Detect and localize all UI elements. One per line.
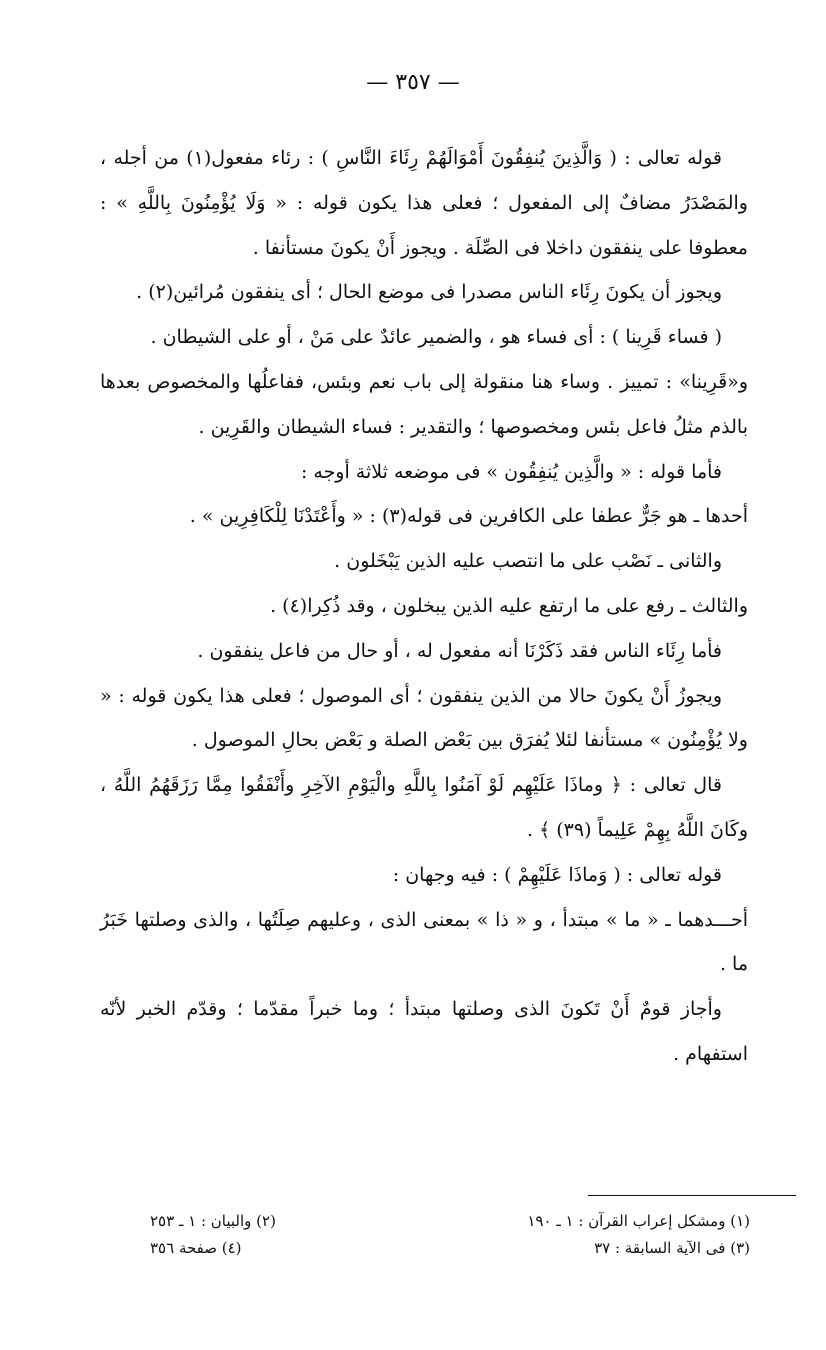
footnote: (٣) فى الآية السابقة : ٣٧ bbox=[594, 1239, 750, 1257]
paragraph: ويجوز أن يكونَ رِئَاء الناس مصدرا فى موضع الحال ؛ أى ينفقون مُرائين(٢) . bbox=[136, 281, 722, 304]
paragraph: و«قَرِينا» : تمييز . وساء هنا منقولة إلى باب نعم وبئس، ففاعلُها والمخصوص بعدها بالذم مثلُ فاعل بئس ومخصوصها ؛ والتقدير : فساء الشيطان والقَرِين . bbox=[100, 370, 748, 438]
paragraph: والثانى ـ نَصْب على ما انتصب عليه الذين يَبْخَلون . bbox=[334, 550, 722, 573]
footnote-row bbox=[150, 1208, 750, 1235]
paragraph: ( فساء قَرِينا ) : أى فساء هو ، والضمير عائدٌ على مَنْ ، أو على الشيطان . bbox=[150, 326, 722, 349]
footnote: (١) ومشكل إعراب القرآن : ١ ـ ١٩٠ bbox=[527, 1212, 750, 1230]
paragraph: أحـــدهما ـ « ما » مبتدأ ، و « ذا » بمعنى الذى ، وعليهم صِلَتُها ، والذى وصلتها خَبَرُ ما . bbox=[100, 908, 748, 976]
footnote-divider bbox=[588, 1195, 796, 1196]
verse-paragraph: قال تعالى : ﴿ وماذَا عَلَيْهِم لَوْ آمَنُوا بِاللَّهِ والْيَوْمِ الآخِرِ وأَنْفَقُوا مِمَّا رَزَقَهُمُ اللَّهُ ، وكَانَ اللَّهُ بِهِمْ عَلِيماً (٣٩) ﴾ . bbox=[100, 774, 748, 841]
footnotes bbox=[150, 1208, 750, 1262]
paragraph: ويجوزُ أَنْ يكونَ حالا من الذين ينفقون ؛ أى الموصول ؛ فعلى هذا يكون قوله : « ولا يُؤْمِنُون » مستأنفا لئلا يُفرَق بين بَعْض الصلة و بَعْض بحالِ الموصول . bbox=[100, 684, 748, 752]
footnote-row bbox=[150, 1235, 750, 1262]
footnote: (٤) صفحة ٣٥٦ bbox=[150, 1239, 242, 1257]
footnote: (٢) والبيان : ١ ـ ٢٥٣ bbox=[150, 1212, 276, 1230]
page-number: — ٣٥٧ — bbox=[366, 70, 460, 95]
paragraph: أحدها ـ هو جَرٌّ عطفا على الكافرين فى قوله(٣) : « وأَعْتَدْنَا لِلْكَافِرِين » . bbox=[189, 505, 748, 528]
paragraph: والثالث ـ رفع على ما ارتفع عليه الذين يبخلون ، وقد ذُكِرا(٤) . bbox=[270, 594, 748, 617]
main-text bbox=[100, 136, 748, 1077]
paragraph: قوله تعالى : ( وَماذَا عَلَيْهِمْ ) : فيه وجهان : bbox=[392, 863, 722, 886]
paragraph: وأجاز قومٌ أَنْ تَكونَ الذى وصلتها مبتدأ ؛ وما خبراً مقدّما ؛ وقدّم الخبر لأنّه استفهام . bbox=[100, 998, 748, 1065]
paragraph: فأما رِئَاء الناس فقد ذَكَرْنَا أنه مفعول له ، أو حال من فاعل ينفقون . bbox=[197, 639, 722, 662]
paragraph: قوله تعالى : ( وَالَّذِينَ يُنفِقُونَ أَمْوَالَهُمْ رِئَاءَ النَّاسِ ) : رئاء مفعول(١) من أجله ، والمَصْدَرُ مضافٌ إلى المفعول ؛ فعلى هذا يكون قوله : « وَلَا يُؤْمِنُونَ بِاللَّهِ » : معطوفا على ينفقون داخلا فى الصِّلَة . ويجوز أَنْ يكونَ مستأنفا . bbox=[100, 147, 748, 259]
paragraph: فأما قوله : « والَّذِين يُنفِقُون » فى موضعه ثلاثة أوجه : bbox=[300, 460, 722, 483]
